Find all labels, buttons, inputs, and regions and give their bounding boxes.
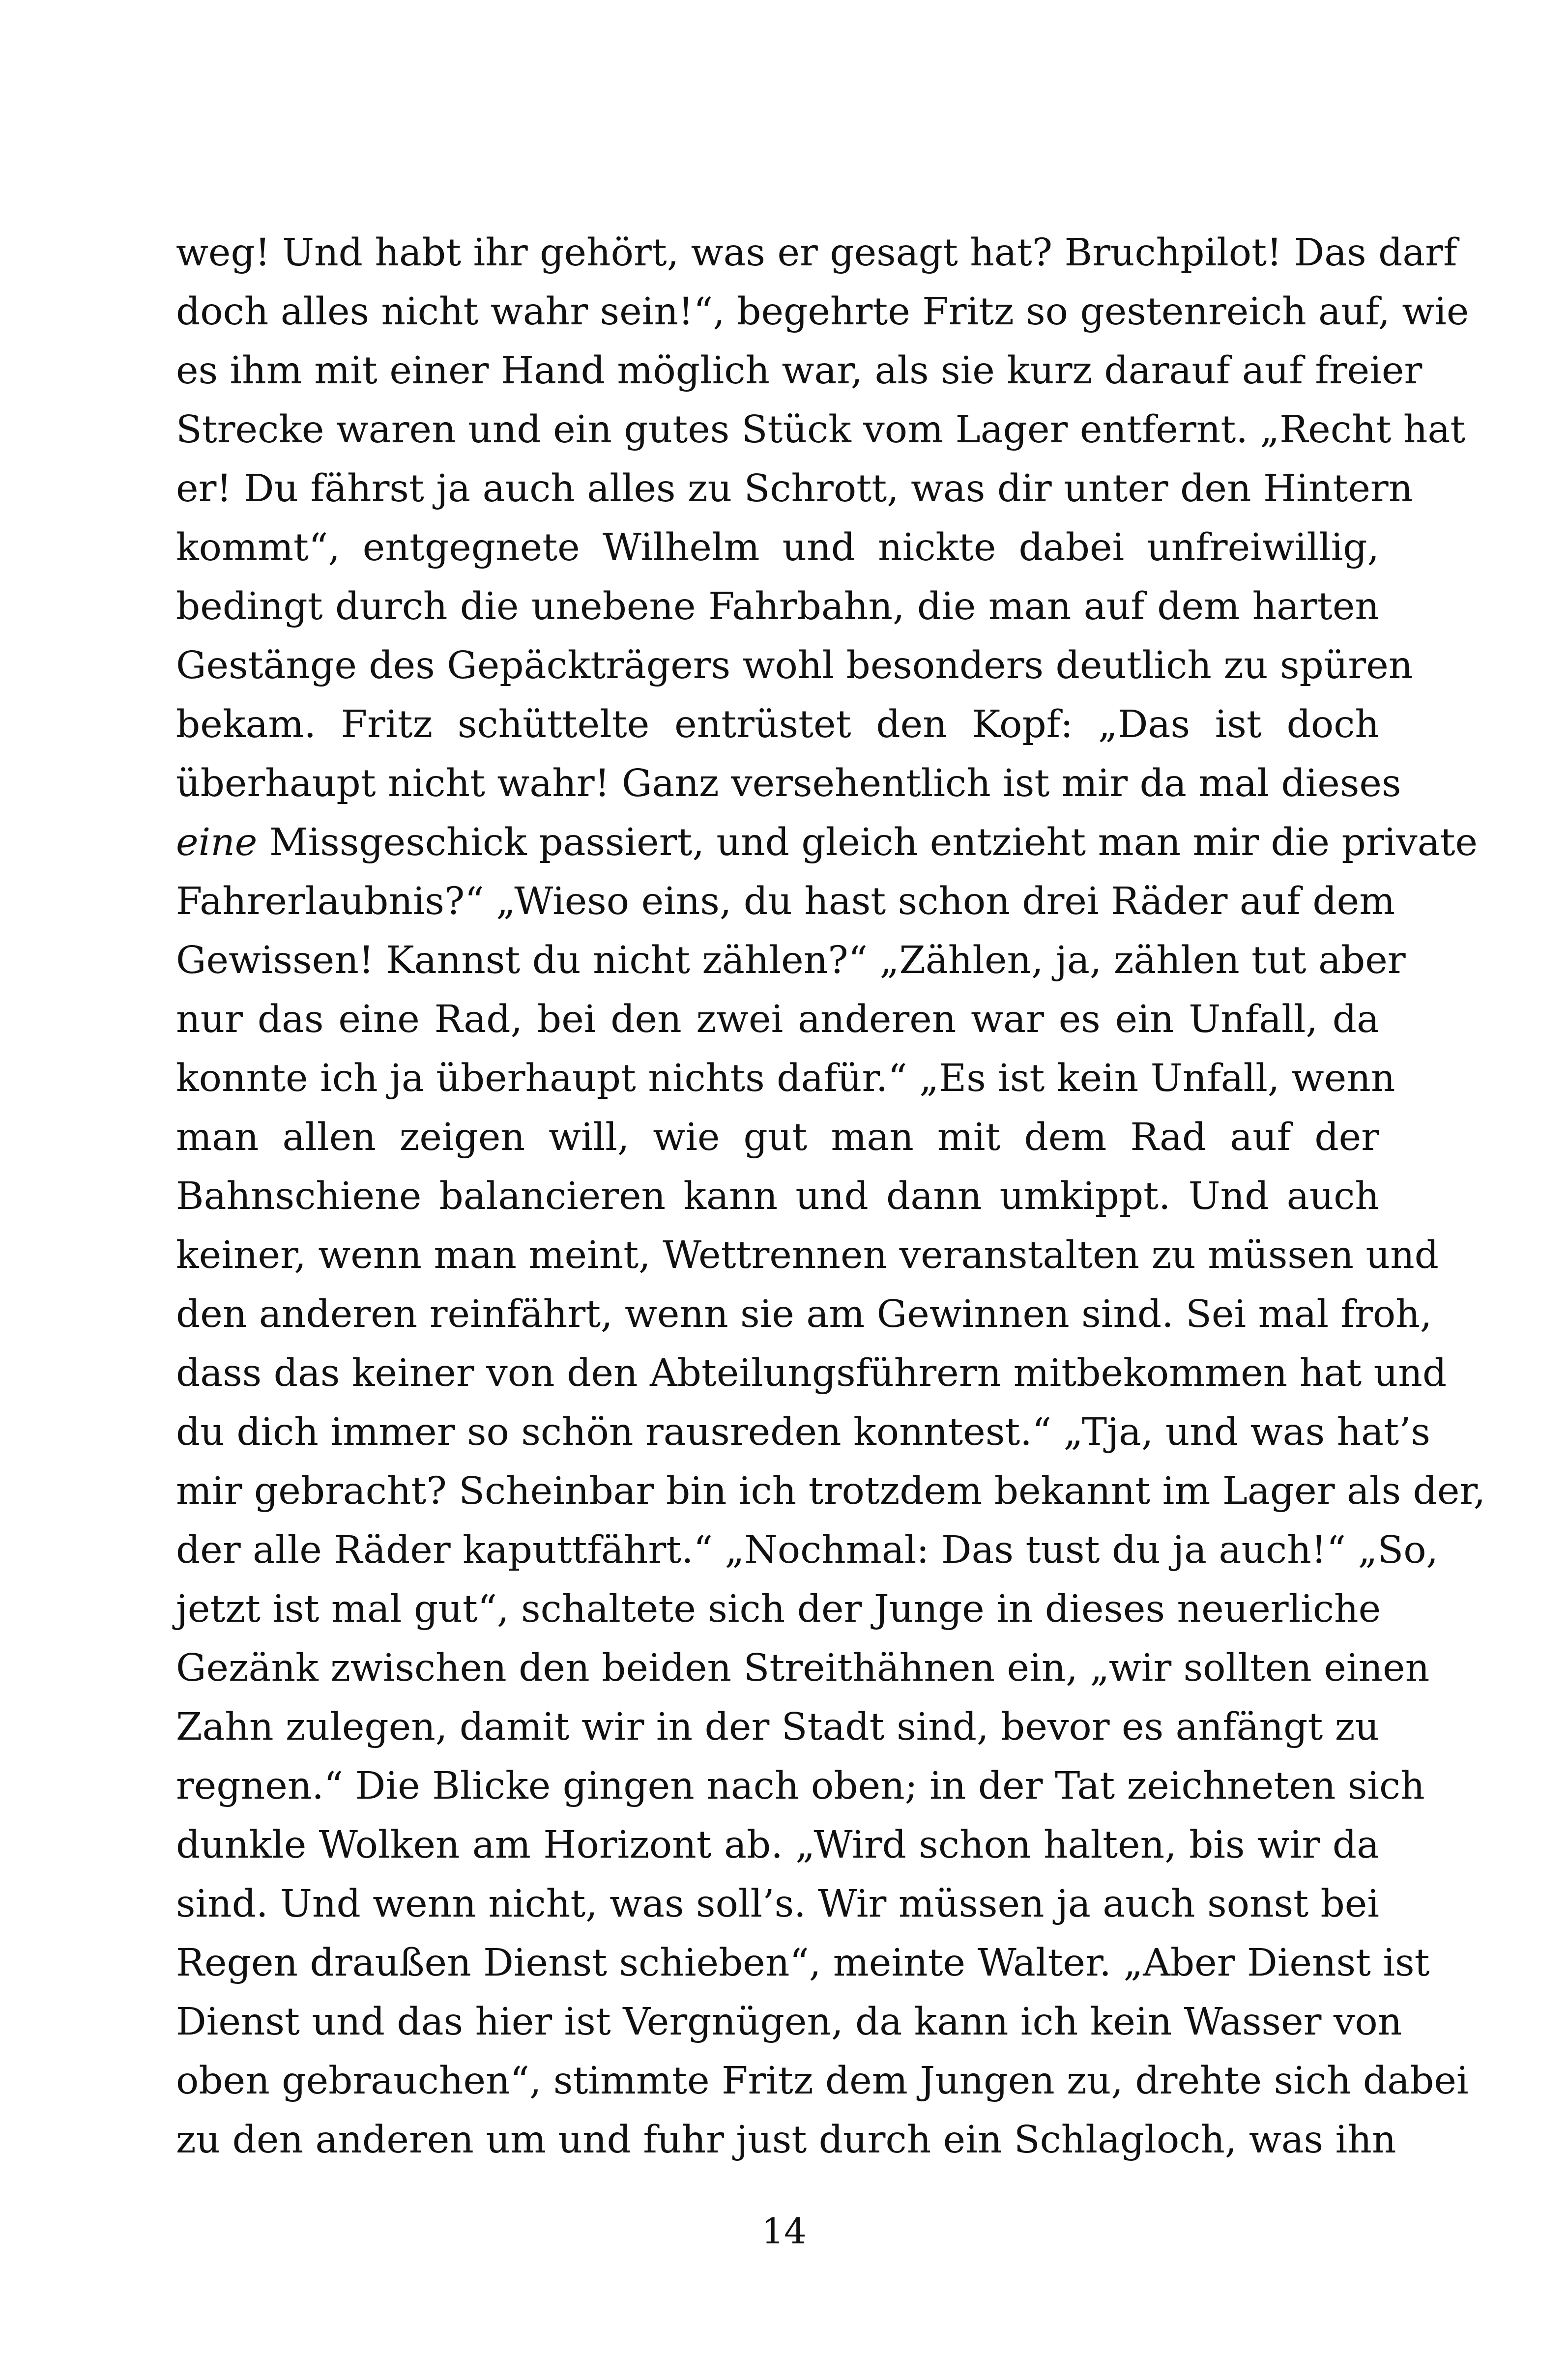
text-line: dunkle Wolken am Horizont ab. „Wird schon halten, bis wir da: [176, 1823, 1379, 1867]
text-line: man allen zeigen will, wie gut man mit dem Rad auf der: [176, 1116, 1379, 1159]
text-line: bekam. Fritz schüttelte entrüstet den Kopf: „Das ist doch: [176, 703, 1379, 746]
text-segment: Missgeschick passiert, und gleich entzieht man mir die private: [257, 821, 1478, 864]
text-line: du dich immer so schön rausreden konntest.“ „Tja, und was hat’s: [176, 1410, 1431, 1454]
text-line: Regen draußen Dienst schieben“, meinte Walter. „Aber Dienst ist: [176, 1941, 1430, 1985]
text-line: Gewissen! Kannst du nicht zählen?“ „Zählen, ja, zählen tut aber: [176, 939, 1406, 982]
page-number: 14: [761, 2210, 807, 2252]
text-line: konnte ich ja überhaupt nichts dafür.“ „Es ist kein Unfall, wenn: [176, 1057, 1395, 1100]
text-line: sind. Und wenn nicht, was soll’s. Wir müssen ja auch sonst bei: [176, 1882, 1379, 1926]
text-line: überhaupt nicht wahr! Ganz versehentlich ist mir da mal dieses: [176, 762, 1401, 805]
text-line: [176, 813, 1478, 872]
text-line: dass das keiner von den Abteilungsführern mitbekommen hat und: [176, 1351, 1447, 1395]
text-line: weg! Und habt ihr gehört, was er gesagt hat? Bruchpilot! Das darf: [176, 231, 1457, 275]
text-line: keiner, wenn man meint, Wettrennen veranstalten zu müssen und: [176, 1233, 1439, 1277]
text-line: bedingt durch die unebene Fahrbahn, die man auf dem harten: [176, 585, 1379, 629]
text-line: Strecke waren und ein gutes Stück vom Lager entfernt. „Recht hat: [176, 408, 1466, 452]
text-line: jetzt ist mal gut“, schaltete sich der Junge in dieses neuerliche: [176, 1587, 1381, 1631]
text-line: doch alles nicht wahr sein!“, begehrte Fritz so gestenreich auf, wie: [176, 290, 1469, 334]
italic-emphasis: eine: [176, 821, 258, 864]
text-line: Gestänge des Gepäckträgers wohl besonders deutlich zu spüren: [176, 644, 1413, 688]
text-line: regnen.“ Die Blicke gingen nach oben; in der Tat zeichneten sich: [176, 1764, 1425, 1808]
text-line: der alle Räder kaputtfährt.“ „Nochmal: Das tust du ja auch!“ „So,: [176, 1528, 1439, 1572]
text-line: Bahnschiene balancieren kann und dann umkippt. Und auch: [176, 1175, 1379, 1218]
text-line: Zahn zulegen, damit wir in der Stadt sind, bevor es anfängt zu: [176, 1705, 1379, 1749]
text-line: kommt“, entgegnete Wilhelm und nickte dabei unfreiwillig,: [176, 526, 1379, 570]
text-line: er! Du fährst ja auch alles zu Schrott, was dir unter den Hintern: [176, 467, 1413, 511]
text-line: zu den anderen um und fuhr just durch ein Schlagloch, was ihn: [176, 2118, 1396, 2162]
text-line: mir gebracht? Scheinbar bin ich trotzdem bekannt im Lager als der,: [176, 1469, 1486, 1513]
text-line: Dienst und das hier ist Vergnügen, da kann ich kein Wasser von: [176, 2000, 1402, 2044]
text-line: den anderen reinfährt, wenn sie am Gewinnen sind. Sei mal froh,: [176, 1292, 1432, 1336]
text-line: oben gebrauchen“, stimmte Fritz dem Jungen zu, drehte sich dabei: [176, 2059, 1469, 2103]
text-line: Fahrerlaubnis?“ „Wieso eins, du hast schon drei Räder auf dem: [176, 880, 1395, 923]
text-line: nur das eine Rad, bei den zwei anderen war es ein Unfall, da: [176, 998, 1379, 1041]
text-line: es ihm mit einer Hand möglich war, als sie kurz darauf auf freier: [176, 349, 1423, 393]
body-text: [176, 224, 1486, 2170]
text-line: Gezänk zwischen den beiden Streithähnen ein, „wir sollten einen: [176, 1646, 1430, 1690]
